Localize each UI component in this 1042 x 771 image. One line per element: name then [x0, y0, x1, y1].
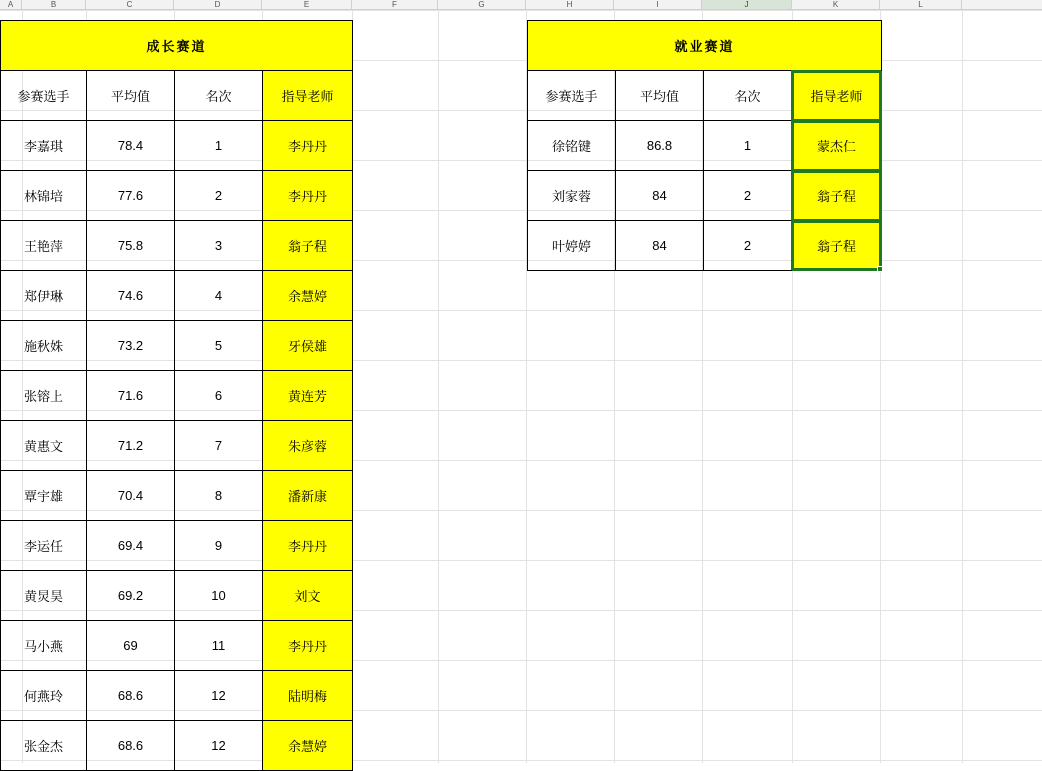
- table-cell[interactable]: 1: [175, 121, 263, 171]
- table-cell[interactable]: 余慧婷: [263, 271, 353, 321]
- table-growth-body: [1, 21, 353, 771]
- column-header-l[interactable]: L: [880, 0, 962, 9]
- column-header-i[interactable]: I: [614, 0, 702, 9]
- table-cell[interactable]: 73.2: [87, 321, 175, 371]
- column-header-a[interactable]: A: [0, 0, 22, 9]
- table-cell[interactable]: 余慧婷: [263, 721, 353, 771]
- column-header-k[interactable]: K: [792, 0, 880, 9]
- table-cell[interactable]: 叶婷婷: [528, 221, 616, 271]
- table-header-cell[interactable]: 参赛选手: [528, 71, 616, 121]
- table-cell[interactable]: 2: [704, 171, 792, 221]
- table-cell[interactable]: 翁子程: [792, 171, 882, 221]
- column-header-row[interactable]: [0, 0, 1042, 10]
- table-row: [1, 171, 353, 221]
- table-row: [1, 321, 353, 371]
- table-cell[interactable]: 3: [175, 221, 263, 271]
- table-row: [1, 621, 353, 671]
- table-header-cell[interactable]: 参赛选手: [1, 71, 87, 121]
- column-header-f[interactable]: F: [352, 0, 438, 9]
- table-title[interactable]: 就业赛道: [528, 21, 882, 71]
- table-title-row: [528, 21, 882, 71]
- table-cell[interactable]: 84: [616, 171, 704, 221]
- column-header-d[interactable]: D: [174, 0, 262, 9]
- table-cell[interactable]: 李丹丹: [263, 171, 353, 221]
- table-cell[interactable]: 朱彦蓉: [263, 421, 353, 471]
- table-cell[interactable]: 2: [175, 171, 263, 221]
- table-cell[interactable]: 施秋姝: [1, 321, 87, 371]
- table-cell[interactable]: 刘文: [263, 571, 353, 621]
- table-cell[interactable]: 84: [616, 221, 704, 271]
- table-cell[interactable]: 林锦培: [1, 171, 87, 221]
- table-cell[interactable]: 李丹丹: [263, 621, 353, 671]
- table-cell[interactable]: 黄惠文: [1, 421, 87, 471]
- table-cell[interactable]: 78.4: [87, 121, 175, 171]
- gridline-horizontal: [0, 10, 1042, 11]
- table-cell[interactable]: 张金杰: [1, 721, 87, 771]
- table-cell[interactable]: 刘家蓉: [528, 171, 616, 221]
- column-header-h[interactable]: H: [526, 0, 614, 9]
- column-header-b[interactable]: B: [22, 0, 86, 9]
- column-header-e[interactable]: E: [262, 0, 352, 9]
- table-header-cell[interactable]: 平均值: [616, 71, 704, 121]
- table-header-cell[interactable]: 平均值: [87, 71, 175, 121]
- table-header-row: [528, 71, 882, 121]
- table-cell[interactable]: 黄炅昊: [1, 571, 87, 621]
- table-cell[interactable]: 68.6: [87, 671, 175, 721]
- table-cell[interactable]: 10: [175, 571, 263, 621]
- table-cell[interactable]: 11: [175, 621, 263, 671]
- table-row: [1, 371, 353, 421]
- table-header-cell[interactable]: 指导老师: [263, 71, 353, 121]
- table-cell[interactable]: 黄连芳: [263, 371, 353, 421]
- table-row: [1, 571, 353, 621]
- table-row: [1, 221, 353, 271]
- table-employment-body: [528, 21, 882, 271]
- table-cell[interactable]: 74.6: [87, 271, 175, 321]
- table-cell[interactable]: 12: [175, 721, 263, 771]
- column-header-j[interactable]: J: [702, 0, 792, 9]
- table-cell[interactable]: 71.2: [87, 421, 175, 471]
- table-cell[interactable]: 6: [175, 371, 263, 421]
- table-cell[interactable]: 8: [175, 471, 263, 521]
- table-header-cell[interactable]: 指导老师: [792, 71, 882, 121]
- table-cell[interactable]: 李丹丹: [263, 121, 353, 171]
- table-row: [528, 171, 882, 221]
- column-header-c[interactable]: C: [86, 0, 174, 9]
- table-cell[interactable]: 徐铭键: [528, 121, 616, 171]
- table-cell[interactable]: 1: [704, 121, 792, 171]
- table-cell[interactable]: 潘新康: [263, 471, 353, 521]
- table-row: [1, 421, 353, 471]
- table-cell[interactable]: 马小燕: [1, 621, 87, 671]
- table-header-cell[interactable]: 名次: [704, 71, 792, 121]
- table-cell[interactable]: 4: [175, 271, 263, 321]
- table-cell[interactable]: 翁子程: [263, 221, 353, 271]
- table-cell[interactable]: 张镕上: [1, 371, 87, 421]
- table-title[interactable]: 成长赛道: [1, 21, 353, 71]
- table-cell[interactable]: 77.6: [87, 171, 175, 221]
- table-row: [1, 721, 353, 771]
- table-cell[interactable]: 何燕玲: [1, 671, 87, 721]
- table-cell[interactable]: 71.6: [87, 371, 175, 421]
- table-row: [1, 471, 353, 521]
- table-cell[interactable]: 覃宇雄: [1, 471, 87, 521]
- table-cell[interactable]: 李丹丹: [263, 521, 353, 571]
- table-cell[interactable]: 李嘉琪: [1, 121, 87, 171]
- table-row: [1, 121, 353, 171]
- table-row: [1, 671, 353, 721]
- table-cell[interactable]: 69: [87, 621, 175, 671]
- gridline-vertical: [962, 10, 963, 763]
- table-cell[interactable]: 9: [175, 521, 263, 571]
- table-cell[interactable]: 王艳萍: [1, 221, 87, 271]
- table-header-cell[interactable]: 名次: [175, 71, 263, 121]
- table-cell[interactable]: 75.8: [87, 221, 175, 271]
- table-title-row: [1, 21, 353, 71]
- table-header-row: [1, 71, 353, 121]
- column-header-g[interactable]: G: [438, 0, 526, 9]
- table-employment-track[interactable]: [527, 20, 882, 271]
- table-cell[interactable]: 86.8: [616, 121, 704, 171]
- table-cell[interactable]: 牙侯雄: [263, 321, 353, 371]
- table-row: [1, 271, 353, 321]
- table-cell[interactable]: 2: [704, 221, 792, 271]
- table-cell[interactable]: 68.6: [87, 721, 175, 771]
- table-row: [1, 521, 353, 571]
- table-cell[interactable]: 69.4: [87, 521, 175, 571]
- table-cell[interactable]: 70.4: [87, 471, 175, 521]
- table-cell[interactable]: 5: [175, 321, 263, 371]
- gridline-vertical: [438, 10, 439, 763]
- table-cell[interactable]: 郑伊琳: [1, 271, 87, 321]
- table-row: [528, 221, 882, 271]
- table-row: [528, 121, 882, 171]
- table-cell[interactable]: 李运任: [1, 521, 87, 571]
- table-cell[interactable]: 蒙杰仁: [792, 121, 882, 171]
- table-cell[interactable]: 12: [175, 671, 263, 721]
- table-cell[interactable]: 陆明梅: [263, 671, 353, 721]
- table-cell[interactable]: 7: [175, 421, 263, 471]
- table-growth-track[interactable]: [0, 20, 353, 771]
- table-cell[interactable]: 翁子程: [792, 221, 882, 271]
- table-cell[interactable]: 69.2: [87, 571, 175, 621]
